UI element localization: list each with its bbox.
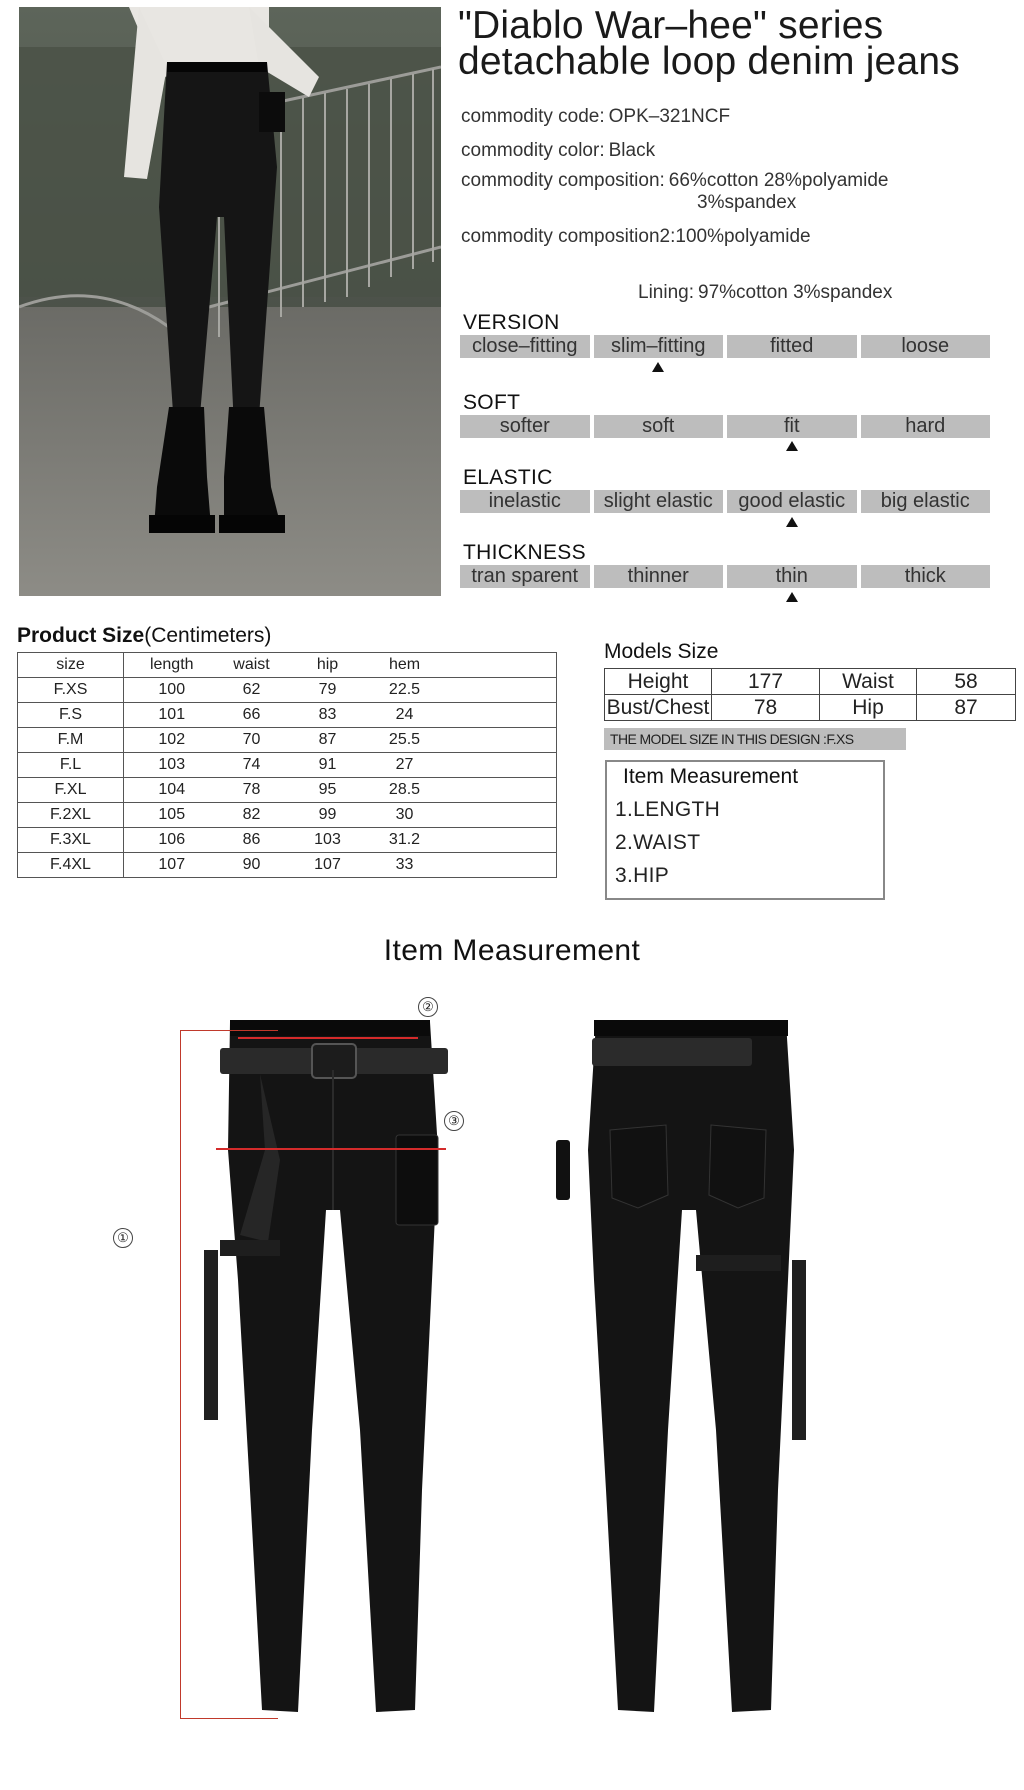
size-table-row bbox=[18, 853, 557, 878]
spec-color bbox=[461, 140, 655, 162]
scale-option: loose bbox=[861, 335, 991, 358]
size-table-header-spacer bbox=[438, 653, 557, 678]
size-table-spacer bbox=[438, 753, 557, 778]
scale-options bbox=[460, 415, 990, 438]
size-table-cell: 106 bbox=[124, 828, 220, 853]
spec-lining-value: 97%cotton 3%spandex bbox=[698, 282, 893, 303]
spec-composition-value-line2: 3%spandex bbox=[697, 192, 797, 213]
size-table-cell: F.L bbox=[18, 753, 124, 778]
models-title: Models Size bbox=[604, 640, 719, 663]
size-table-cell: 79 bbox=[284, 678, 372, 703]
size-table-cell: 62 bbox=[220, 678, 284, 703]
size-table-cell: F.XL bbox=[18, 778, 124, 803]
size-table-title-bold: Product Size bbox=[17, 624, 145, 647]
scale-option: thick bbox=[861, 565, 991, 588]
size-table-spacer bbox=[438, 678, 557, 703]
scale-options bbox=[460, 335, 990, 358]
model-photo-illustration bbox=[19, 7, 441, 596]
spec-lining bbox=[638, 282, 892, 304]
size-table-cell: 33 bbox=[372, 853, 438, 878]
size-table-cell: 107 bbox=[284, 853, 372, 878]
size-table-cell: 105 bbox=[124, 803, 220, 828]
spec-lining-label: Lining: bbox=[638, 282, 694, 303]
pants-back-illustration bbox=[556, 1010, 826, 1730]
size-table-cell: 22.5 bbox=[372, 678, 438, 703]
size-table-cell: 24 bbox=[372, 703, 438, 728]
measurement-legend-item: 1.LENGTH bbox=[615, 798, 721, 821]
product-title bbox=[458, 4, 1018, 83]
size-table-cell: 25.5 bbox=[372, 728, 438, 753]
size-table-cell: 95 bbox=[284, 778, 372, 803]
mark-hip: ③ bbox=[444, 1111, 464, 1131]
scale-options bbox=[460, 490, 990, 513]
size-table-cell: 87 bbox=[284, 728, 372, 753]
size-table-cell: 83 bbox=[284, 703, 372, 728]
size-table-row bbox=[18, 703, 557, 728]
models-cell: Hip bbox=[820, 695, 917, 721]
size-table-cell: 31.2 bbox=[372, 828, 438, 853]
size-table-cell: 104 bbox=[124, 778, 220, 803]
scale-option: softer bbox=[460, 415, 590, 438]
size-table-header-row bbox=[18, 653, 557, 678]
size-table-cell: 70 bbox=[220, 728, 284, 753]
size-table-title bbox=[17, 624, 271, 648]
models-cell: Waist bbox=[820, 669, 917, 695]
size-table-header: hem bbox=[372, 653, 438, 678]
size-table-cell: 82 bbox=[220, 803, 284, 828]
spec-code-label: commodity code: bbox=[461, 106, 605, 127]
size-table-cell: F.S bbox=[18, 703, 124, 728]
scale-options bbox=[460, 565, 990, 588]
size-table-cell: 78 bbox=[220, 778, 284, 803]
scale-title: SOFT bbox=[463, 391, 521, 414]
models-cell: 78 bbox=[712, 695, 820, 721]
size-table-row bbox=[18, 803, 557, 828]
spec-composition bbox=[461, 170, 889, 192]
size-table-header: hip bbox=[284, 653, 372, 678]
model-photo bbox=[19, 7, 441, 596]
models-row bbox=[605, 695, 1016, 721]
size-table-cell: 66 bbox=[220, 703, 284, 728]
scale-option: slight elastic bbox=[594, 490, 724, 513]
scale-option: thin bbox=[727, 565, 857, 588]
mark-waist: ② bbox=[418, 997, 438, 1017]
spec-code bbox=[461, 106, 730, 128]
spec-composition2 bbox=[461, 226, 811, 248]
product-title-line2: detachable loop denim jeans bbox=[458, 40, 960, 83]
spec-color-label: commodity color: bbox=[461, 140, 605, 161]
model-size-note: THE MODEL SIZE IN THIS DESIGN :F.XS bbox=[604, 728, 906, 750]
size-table-row bbox=[18, 728, 557, 753]
length-guide-line bbox=[180, 1030, 278, 1719]
measurement-legend-item: 3.HIP bbox=[615, 864, 670, 887]
waist-guide-line bbox=[238, 1037, 418, 1039]
scale-option: fitted bbox=[727, 335, 857, 358]
scale-option: hard bbox=[861, 415, 991, 438]
size-table-spacer bbox=[438, 853, 557, 878]
size-table-cell: 91 bbox=[284, 753, 372, 778]
size-table-cell: 103 bbox=[124, 753, 220, 778]
size-table-cell: 101 bbox=[124, 703, 220, 728]
size-table-cell: 30 bbox=[372, 803, 438, 828]
selected-marker-icon bbox=[786, 592, 798, 602]
scale-option: good elastic bbox=[727, 490, 857, 513]
spec-code-value: OPK–321NCF bbox=[608, 106, 731, 127]
size-table-header: waist bbox=[220, 653, 284, 678]
scale-option: tran sparent bbox=[460, 565, 590, 588]
size-table-row bbox=[18, 678, 557, 703]
scale-option: slim–fitting bbox=[594, 335, 724, 358]
size-table-cell: 90 bbox=[220, 853, 284, 878]
models-cell: Bust/Chest bbox=[605, 695, 712, 721]
hip-guide-line bbox=[216, 1148, 446, 1150]
scale-option: big elastic bbox=[861, 490, 991, 513]
spec-composition2-label: commodity composition2: bbox=[461, 226, 676, 247]
size-table-spacer bbox=[438, 728, 557, 753]
size-table-header: length bbox=[124, 653, 220, 678]
measurement-section-title: Item Measurement bbox=[383, 934, 641, 967]
size-table-title-unit: (Centimeters) bbox=[144, 624, 272, 647]
selected-marker-icon bbox=[652, 362, 664, 372]
size-table-row bbox=[18, 778, 557, 803]
size-table-row bbox=[18, 828, 557, 853]
measurement-legend bbox=[605, 760, 885, 900]
models-cell: 87 bbox=[917, 695, 1016, 721]
scale-title: THICKNESS bbox=[463, 541, 586, 564]
spec-composition2-value: 100%polyamide bbox=[675, 226, 811, 247]
size-table-body bbox=[18, 678, 557, 878]
scale-option: soft bbox=[594, 415, 724, 438]
size-table-cell: 27 bbox=[372, 753, 438, 778]
scale-option: close–fitting bbox=[460, 335, 590, 358]
spec-composition-value: 66%cotton 28%polyamide bbox=[668, 170, 889, 191]
size-table-row bbox=[18, 753, 557, 778]
scale-title: VERSION bbox=[463, 311, 560, 334]
models-cell: 58 bbox=[917, 669, 1016, 695]
models-cell: Height bbox=[605, 669, 712, 695]
spec-composition-label: commodity composition: bbox=[461, 170, 665, 191]
size-table-cell: F.M bbox=[18, 728, 124, 753]
selected-marker-icon bbox=[786, 441, 798, 451]
size-table-cell: F.XS bbox=[18, 678, 124, 703]
models-cell: 177 bbox=[712, 669, 820, 695]
scale-option: fit bbox=[727, 415, 857, 438]
product-title-line1: "Diablo War–hee" series bbox=[458, 4, 884, 47]
selected-marker-icon bbox=[786, 517, 798, 527]
size-table-cell: 102 bbox=[124, 728, 220, 753]
size-table-cell: 86 bbox=[220, 828, 284, 853]
scale-option: inelastic bbox=[460, 490, 590, 513]
size-table-spacer bbox=[438, 778, 557, 803]
measurement-legend-title: Item Measurement bbox=[623, 765, 799, 788]
size-table-cell: 99 bbox=[284, 803, 372, 828]
mark-length: ① bbox=[113, 1228, 133, 1248]
size-table-cell: 100 bbox=[124, 678, 220, 703]
models-table bbox=[604, 668, 1016, 721]
size-table-cell: F.3XL bbox=[18, 828, 124, 853]
scale-title: ELASTIC bbox=[463, 466, 553, 489]
size-table-cell: 103 bbox=[284, 828, 372, 853]
spec-color-value: Black bbox=[608, 140, 656, 161]
size-table-cell: 74 bbox=[220, 753, 284, 778]
size-table-spacer bbox=[438, 803, 557, 828]
size-table-cell: 107 bbox=[124, 853, 220, 878]
size-table-spacer bbox=[438, 703, 557, 728]
measurement-legend-item: 2.WAIST bbox=[615, 831, 701, 854]
size-table-header: size bbox=[18, 653, 124, 678]
size-table-spacer bbox=[438, 828, 557, 853]
models-row bbox=[605, 669, 1016, 695]
size-table-cell: 28.5 bbox=[372, 778, 438, 803]
size-table bbox=[17, 652, 557, 878]
size-table-cell: F.2XL bbox=[18, 803, 124, 828]
size-table-cell: F.4XL bbox=[18, 853, 124, 878]
scale-option: thinner bbox=[594, 565, 724, 588]
